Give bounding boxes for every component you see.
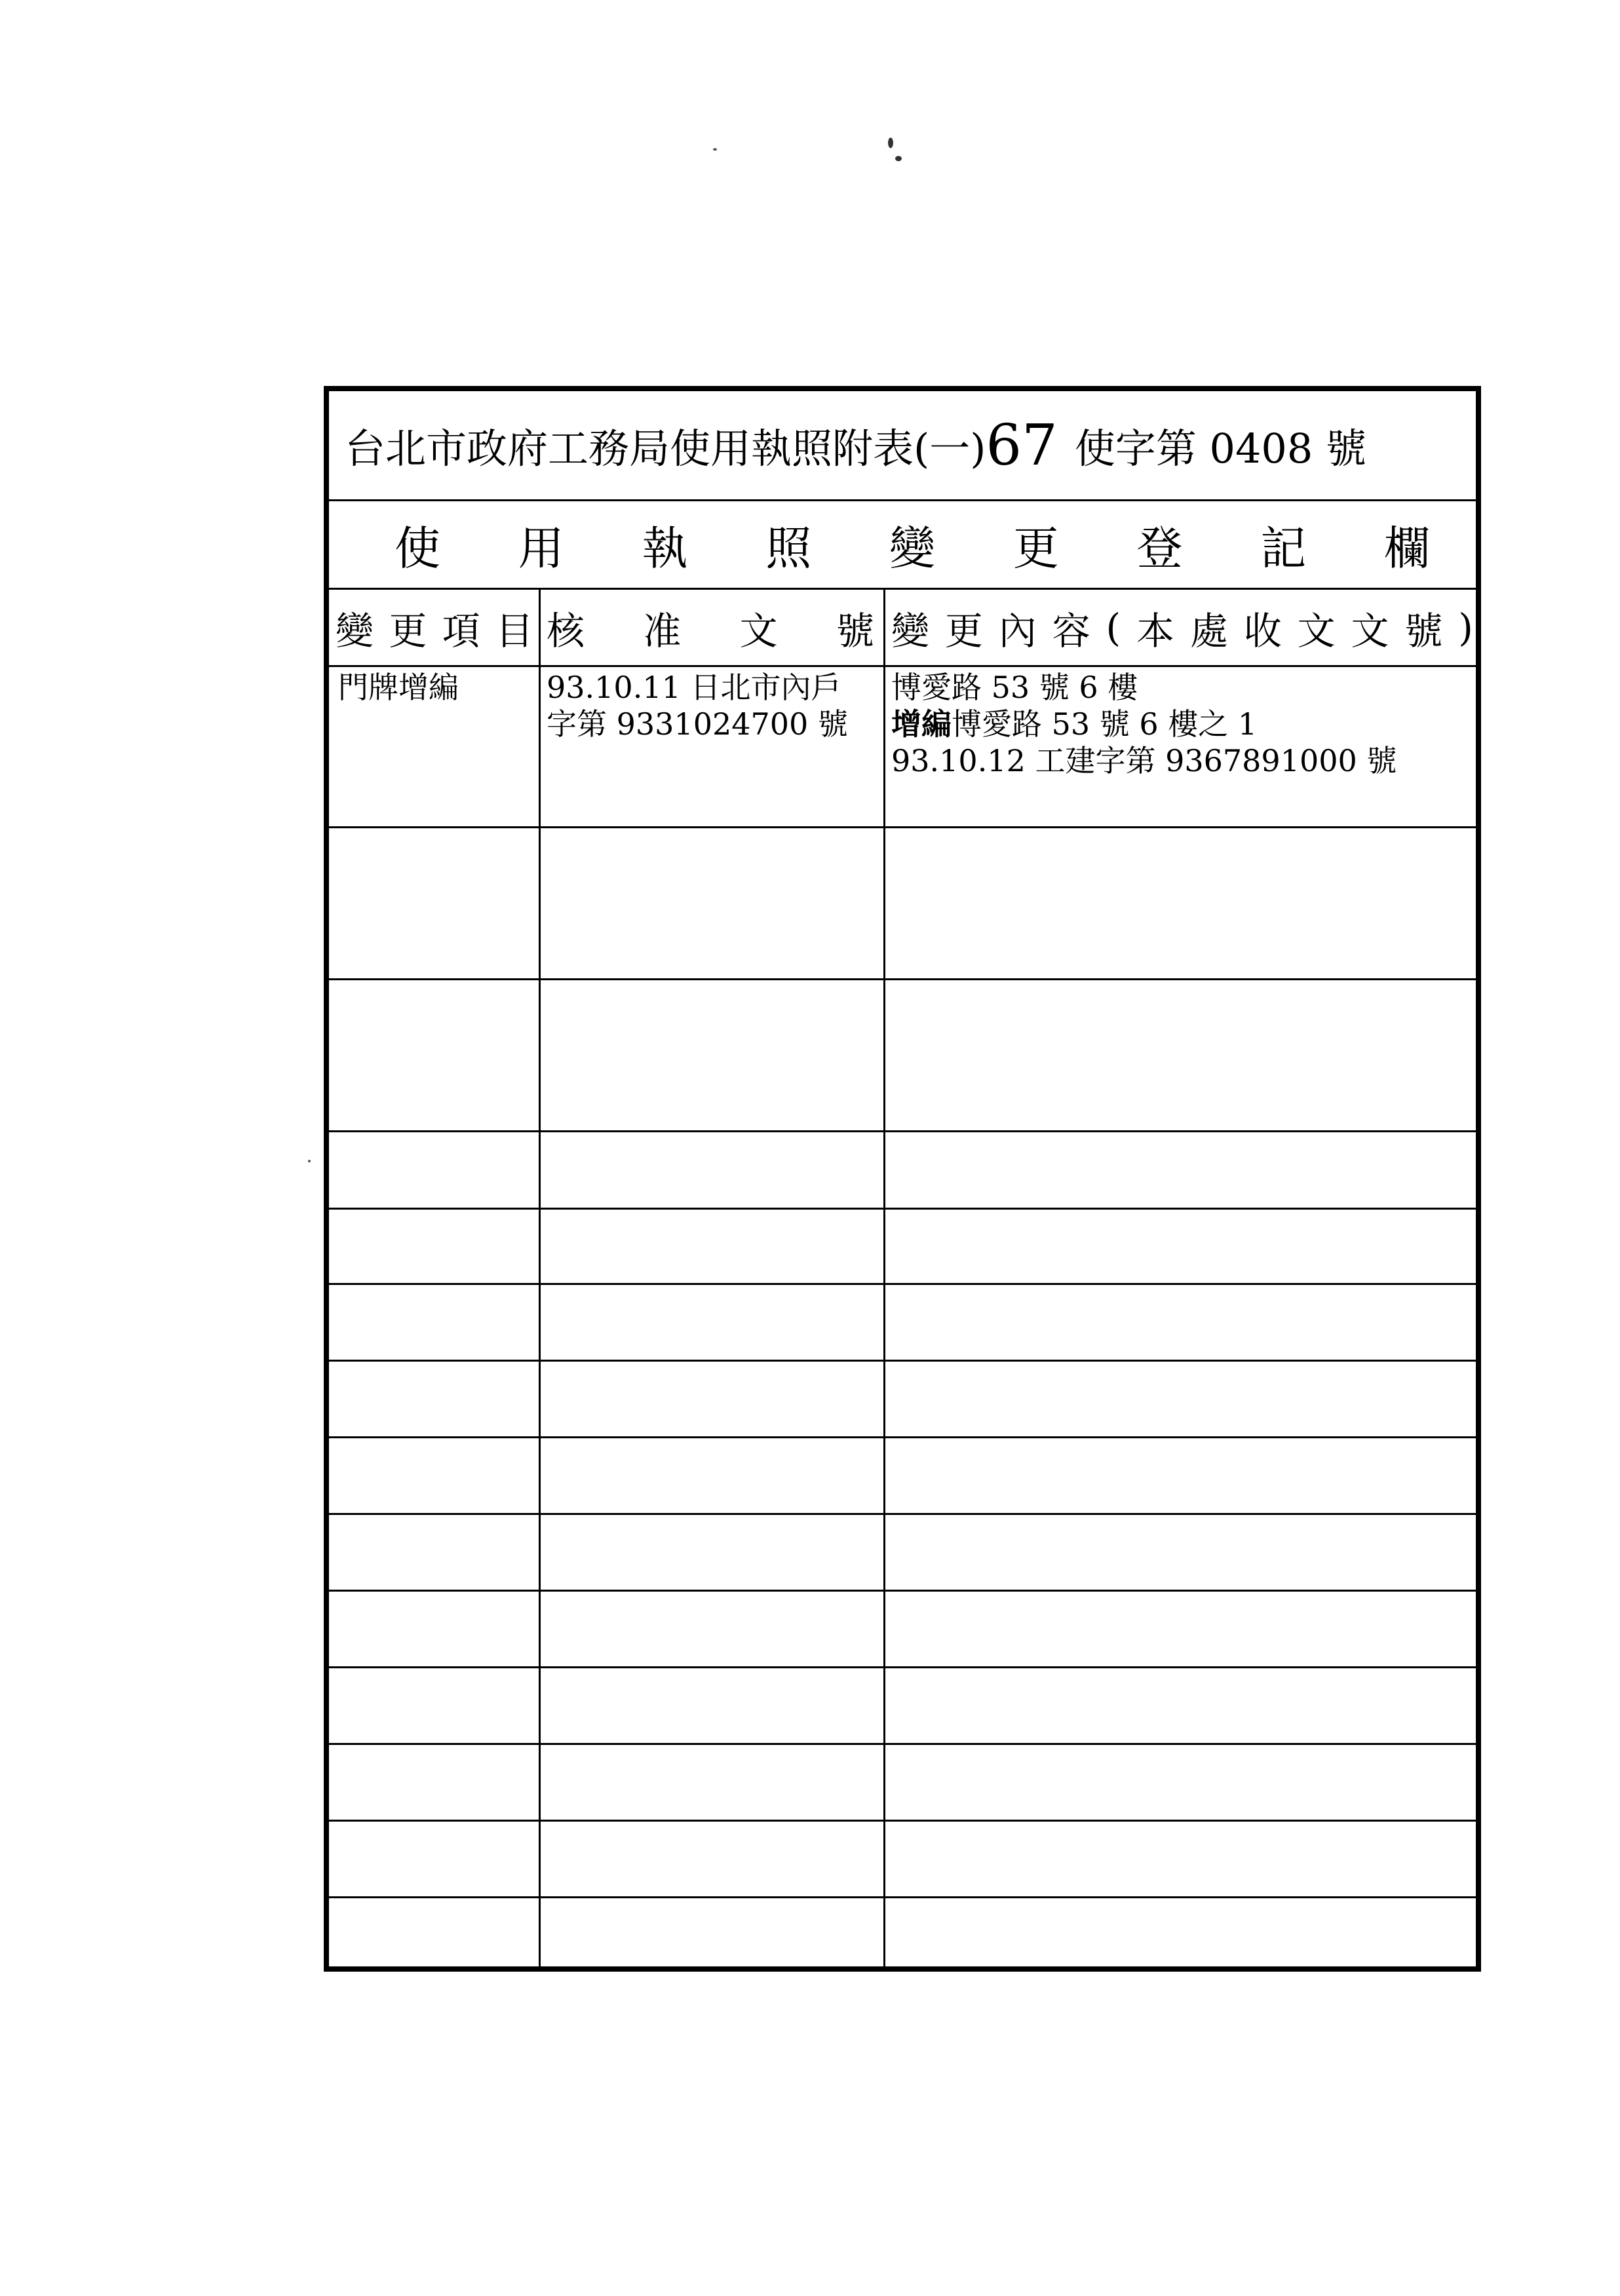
scan-speck — [895, 156, 902, 161]
header-change-item — [336, 590, 539, 665]
row-divider — [329, 1820, 1476, 1822]
header-char: 容 — [1052, 608, 1090, 653]
form-title-main: 台北市政府工務局使用執照附表(一) — [345, 425, 986, 472]
entry-approval-no — [547, 669, 848, 742]
content-line-2 — [891, 706, 1397, 742]
entry-change-content — [891, 669, 1397, 779]
section-heading-char: 照 — [765, 521, 812, 575]
permit-number: 使字第 0408 號 — [1074, 425, 1367, 472]
scan-speck — [713, 148, 717, 151]
entry-change-item — [338, 669, 459, 706]
row-divider — [329, 1513, 1476, 1515]
column-divider — [539, 590, 541, 1966]
content-line-1: 博愛路 53 號 6 樓 — [891, 670, 1138, 705]
header-char: 更 — [944, 608, 983, 653]
header-char: 號 — [836, 608, 874, 653]
form-title — [329, 391, 1476, 501]
header-char: 本 — [1136, 608, 1175, 653]
header-char: ( — [1106, 605, 1121, 650]
header-char: 文 — [739, 608, 778, 653]
header-char: 項 — [442, 608, 480, 653]
content-line-2-rest: 博愛路 53 號 6 樓之 1 — [952, 706, 1258, 742]
row-divider — [329, 1666, 1476, 1668]
content-line-2-prefix: 增編 — [891, 706, 952, 742]
scan-speck — [308, 1160, 311, 1162]
section-heading-char: 欄 — [1384, 521, 1430, 575]
row-divider — [329, 1208, 1476, 1210]
header-char: 號 — [1404, 608, 1443, 653]
header-char: 變 — [891, 608, 930, 653]
section-heading-char: 使 — [395, 521, 440, 575]
header-char: 處 — [1189, 608, 1228, 653]
section-heading-char: 記 — [1260, 521, 1307, 575]
header-change-content — [891, 590, 1476, 665]
header-approval-no — [547, 590, 881, 665]
table-header — [329, 590, 1476, 667]
row-divider — [329, 978, 1476, 980]
header-char: 內 — [998, 608, 1037, 653]
row-divider — [329, 1896, 1476, 1898]
section-heading-char: 登 — [1136, 521, 1183, 575]
approval-line-2: 字第 9331024700 號 — [547, 706, 848, 742]
section-heading-char: 執 — [642, 521, 688, 575]
content-line-3: 93.10.12 工建字第 9367891000 號 — [891, 743, 1397, 778]
approval-line-1: 93.10.11 日北市內戶 — [547, 670, 841, 705]
scan-speck — [888, 138, 893, 148]
section-heading-char: 用 — [518, 521, 564, 575]
row-divider — [329, 826, 1476, 828]
row-divider — [329, 1283, 1476, 1285]
header-char: 准 — [643, 608, 682, 653]
header-char: 收 — [1243, 608, 1282, 653]
row-divider — [329, 1360, 1476, 1362]
usage-permit-change-form — [324, 386, 1481, 1972]
row-divider — [329, 1590, 1476, 1592]
row-divider — [329, 1743, 1476, 1745]
header-char: 目 — [495, 608, 533, 653]
form-title-number: 67 — [986, 412, 1058, 478]
header-char: 變 — [336, 608, 374, 653]
header-char: 文 — [1297, 608, 1336, 653]
section-heading-char: 變 — [889, 521, 935, 575]
section-heading — [329, 501, 1476, 590]
column-divider — [883, 590, 885, 1966]
header-char: 更 — [389, 608, 427, 653]
row-divider — [329, 1130, 1476, 1132]
section-heading-char: 更 — [1013, 521, 1059, 575]
header-char: ) — [1458, 605, 1473, 650]
entry-item-text: 門牌增編 — [338, 670, 459, 705]
header-char: 文 — [1351, 608, 1389, 653]
header-char: 核 — [547, 608, 585, 653]
row-divider — [329, 1436, 1476, 1438]
